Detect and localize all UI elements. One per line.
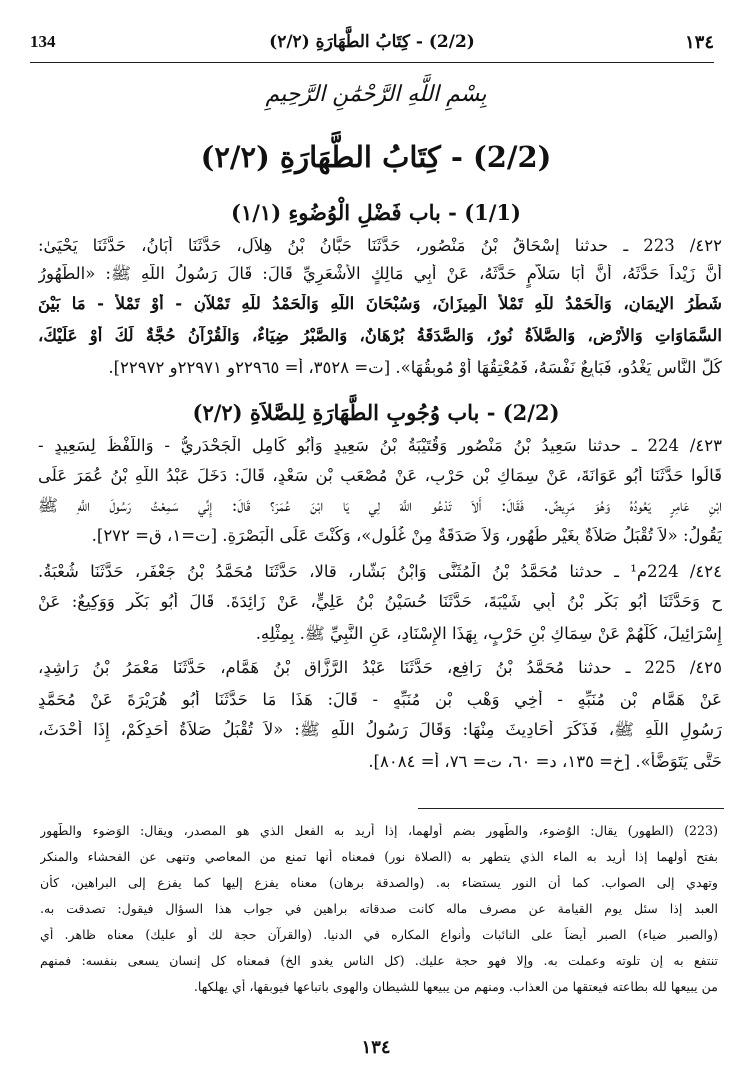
header-rule xyxy=(30,62,714,63)
footnote-line: بفتح أولهما إذا أريد به الماء الذي يتطهر به (الصلاة نور) فمعناه أنها تمنع من المعاصي وتنهى عن الفحشاء والمنكر xyxy=(40,849,718,864)
footnote-line: (223) (الطهور) يقال: الوُضوء، والطُّهور بضم أولهما، إذا أريد به الفعل الذي هو المصدر، ويقال: الوَضوء والطَّهور xyxy=(40,823,718,838)
hadith-225-line: حَتَّى يَتَوَضَّأَ». [خ= ١٣٥، د= ٦٠، ت= ٧٦، أ= ٨٠٨٤]. xyxy=(368,752,722,771)
footnote-rule xyxy=(418,808,724,809)
page-header xyxy=(30,28,714,62)
hadith-225-line: ٤٢٥/ 225 ـ حدثنا مُحَمَّدُ بْنُ رَافِعٍ، حَدَّثَنَا عَبْدُ الرَّزَّاقِ بْنُ هَمَّامٍ، حَدَّثَنَا مَعْمَرُ بْنُ رَاشِدٍ، xyxy=(38,658,722,677)
page-number-latin: 134 xyxy=(30,32,56,51)
hadith-224-line: ابْنِ عَامِرٍ يَعُودُهُ وَهُوَ مَرِيضٌ. فَقَالَ: أَلاَ تَدْعُو اللَّهَ لِي يَا ابْنَ عُمَرَ؟ قَالَ: إِنِّي سَمِعْتُ رَسُولَ اللَّهِ ﷺ xyxy=(38,496,722,515)
hadith-223-line: السَّمَاوَاتِ وَالأَرْضِ، وَالصَّلاَةُ نُورٌ، وَالصَّدَقَةُ بُرْهَانٌ، وَالصَّبْرُ ضِيَاءٌ، وَالْقُرْآنُ حُجَّةٌ لَكَ أَوْ عَلَيْكَ، xyxy=(38,326,722,345)
footnote-line: (والصبر ضياء) الصبر أيضاً على النائبات وأنواع المكاره في الدنيا. (والقرآن حجة لك أو عليك) معناه ظاهر. أي xyxy=(40,927,718,942)
chapter-heading-1: (1/1) - باب فَضْلِ الْوُضُوءِ (١/١) xyxy=(231,200,521,225)
hadith-223-line: أَنَّ زَيْداً حَدَّثَهُ، أَنَّ أَبَا سَلاَّمٍ حَدَّثَهُ، عَنْ أَبِي مَالِكٍ الأَشْعَرِيِّ قَالَ: قَالَ رَسُولُ اللَّهِ ﷺ: «الطُّهُورُ xyxy=(38,264,722,283)
hadith-225-line: عَنْ هَمَّامِ بْنِ مُنَبِّهٍ - أَخِي وَهْبِ بْنِ مُنَبِّهٍ - قَالَ: هَذَا مَا حَدَّثَنَا أَبُو هُرَيْرَةَ عَنْ مُحَمَّدٍ xyxy=(38,690,722,709)
hadith-223-line: ٤٢٢/ 223 ـ حدثنا إِسْحَاقُ بْنُ مَنْصُورٍ، حَدَّثَنَا حَبَّانُ بْنُ هِلاَلٍ، حَدَّثَنَا أَبَانُ، حَدَّثَنَا يَحْيَىٰ: xyxy=(38,236,722,255)
hadith-224-line: يَقُولُ: «لاَ تُقْبَلُ صَلاَةٌ بِغَيْرِ طُهُورٍ، وَلاَ صَدَقَةٌ مِنْ غُلُولٍ»، وَكُنْتَ عَلَى الْبَصْرَةِ. [ت=١، ق= ٢٧٢]. xyxy=(91,526,722,545)
footnote-line: من يبيعها لله بطاعته فيعتقها من العذاب. ومنهم من يبيعها للشيطان والهوى باتباعها فيوبقها، أي يهلكها. xyxy=(193,979,718,994)
footnote-line: تنتفع به إن تلوته وعملت به. وإلا فهو حجة عليك. (كل الناس يغدو الخ) فمعناه كل إنسان يسعى بنفسه: فمنهم xyxy=(40,953,718,968)
hadith-224m-line: ٤٢٤/ 224م¹ ـ حدثنا مُحَمَّدُ بْنُ الْمُثَنَّى وَابْنُ بَشَّارٍ، قالا، حَدَّثَنَا مُحَمَّدُ بْنُ جَعْفَرٍ، حَدَّثَنَا شُعْبَةُ. xyxy=(38,562,722,581)
hadith-224m-line: إِسْرَائِيلَ، كُلُّهُمْ عَنْ سِمَاكِ بْنِ حَرْبٍ، بِهَذَا الإِسْنَادِ، عَنِ النَّبِيِّ ﷺ. بِمِثْلِهِ. xyxy=(255,624,722,643)
hadith-224-line: ٤٢٣/ 224 ـ حدثنا سَعِيدُ بْنُ مَنْصُورٍ وَقُتَيْبَةُ بْنُ سَعِيدٍ وَأَبُو كَامِلٍ الْجَحْدَرِيُّ - وَاللَّفْظُ لِسَعِيدٍ - xyxy=(38,436,722,455)
hadith-224m-line: ح وَحَدَّثَنَا أَبُو بَكْرِ بْنُ أَبِي شَيْبَةَ، حَدَّثَنَا حُسَيْنُ بْنُ عَلِيٍّ، عَنْ زَائِدَةَ. قَالَ أَبُو بَكْرٍ وَوَكِيعٌ: عَنْ xyxy=(38,592,722,611)
page-number-arabic: ١٣٤ xyxy=(684,32,714,53)
hadith-224-line: قَالُوا حَدَّثَنَا أَبُو عَوَانَةَ، عَنْ سِمَاكِ بْنِ حَرْبٍ، عَنْ مُصْعَبِ بْنِ سَعْدٍ، قَالَ: دَخَلَ عَبْدُ اللَّهِ بْنُ عُمَرَ عَلَى xyxy=(38,466,722,485)
footnote-line: وتهدي إلى الصواب. كما أن النور يستضاء به. (والصدقة برهان) معناه يفزع إليها كما يفزع إلى البراهين، كأن xyxy=(40,875,718,890)
hadith-223-line: شَطْرُ الإِيمَانِ، وَالْحَمْدُ للَّهِ تَمْلأُ الْمِيزَانَ، وَسُبْحَانَ اللَّهِ وَالْحَمْدُ للَّهِ تَمْلآنِ - أَوْ تَمْلأُ - مَا بَيْنَ xyxy=(38,294,722,313)
hadith-223-line: كُلُّ النَّاسِ يَغْدُو، فَبَايِعٌ نَفْسَهُ، فَمُعْتِقُهَا أَوْ مُوبِقُهَا». [ت= ٣٥٢٨، أ= ٢٢٩٦٥و ٢٢٩٧١و ٢٢٩٧٢]. xyxy=(108,358,722,377)
running-title: (2/2) - كِتَابُ الطَّهَارَةِ (٢/٢) xyxy=(269,32,475,52)
hadith-225-line: رَسُولِ اللَّهِ ﷺ، فَذَكَرَ أَحَادِيثَ مِنْهَا: وَقَالَ رَسُولُ اللَّهِ ﷺ: «لاَ تُقْبَلُ صَلاَةُ أَحَدِكُمْ، إِذَا أَحْدَثَ، xyxy=(38,720,722,739)
book-title: (2/2) - كِتَابُ الطَّهَارَةِ (٢/٢) xyxy=(200,140,552,174)
footnote-line: العبد إذا سئل يوم القيامة عن مصرف ماله كانت صدقاته براهين في جواب هذا السؤال فيقول: تصدقت به. xyxy=(40,901,718,916)
footer-page-number: ١٣٤ xyxy=(361,1037,391,1058)
chapter-heading-2: (2/2) - باب وُجُوبِ الطَّهَارَةِ لِلصَّلاَةِ (٢/٢) xyxy=(192,400,560,425)
basmala: بِسْمِ اللَّهِ الرَّحْمَٰنِ الرَّحِيمِ xyxy=(265,82,487,107)
